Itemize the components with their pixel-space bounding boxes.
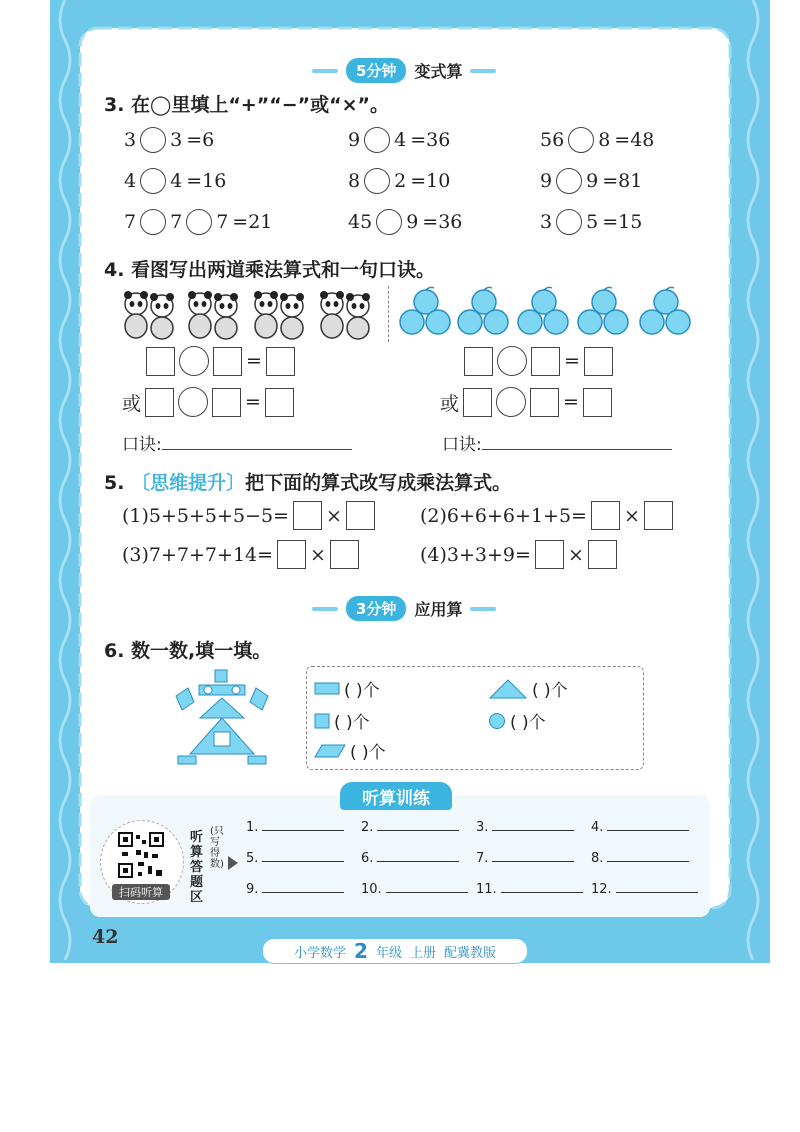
operand: 9 <box>586 170 599 192</box>
answer-slot[interactable]: 11. <box>476 882 591 897</box>
q3-eq-2-3 <box>540 168 642 194</box>
operand: 56 <box>540 129 565 151</box>
answer-slot[interactable]: 4. <box>591 820 706 835</box>
answer-box[interactable] <box>145 388 174 417</box>
answer-slot[interactable]: 9. <box>246 882 361 897</box>
result: =36 <box>422 211 463 233</box>
arrow-right-icon <box>228 856 238 870</box>
answer-box[interactable] <box>146 347 175 376</box>
result: =15 <box>602 211 643 233</box>
times-sign: × <box>310 543 326 566</box>
q4-right-eq-2 <box>440 387 612 417</box>
listening-answers <box>246 820 696 897</box>
answer-box[interactable] <box>330 540 359 569</box>
operator-circle[interactable] <box>376 209 402 235</box>
minutes-badge: 5分钟 <box>346 58 406 83</box>
question-6-title: 6. 数一数,填一填。 <box>104 640 272 662</box>
answer-slot[interactable]: 12. <box>591 882 706 897</box>
book-info-badge <box>262 938 528 964</box>
answer-slot[interactable]: 6. <box>361 851 476 866</box>
count-rectangle <box>314 676 380 701</box>
operand: 5 <box>586 211 599 233</box>
answer-slot[interactable]: 8. <box>591 851 706 866</box>
expression: (4)3+3+9= <box>420 543 531 566</box>
term: 上册 <box>409 945 436 961</box>
result: =6 <box>186 129 215 151</box>
expression: (1)5+5+5+5−5= <box>122 504 289 527</box>
q3-eq-1-3 <box>540 127 654 153</box>
answer-box[interactable] <box>277 540 306 569</box>
operand: 8 <box>348 170 361 192</box>
answer-box[interactable] <box>591 501 620 530</box>
result: =36 <box>410 129 451 151</box>
operand: 2 <box>394 170 407 192</box>
answer-slot[interactable]: 10. <box>361 882 476 897</box>
answer-box[interactable] <box>588 540 617 569</box>
operand: 8 <box>598 129 611 151</box>
answer-slot[interactable]: 3. <box>476 820 591 835</box>
q5-item-3 <box>122 540 359 569</box>
times-sign: × <box>325 504 342 527</box>
q3-eq-3-2 <box>348 209 462 235</box>
koujue-line[interactable] <box>162 449 352 450</box>
question-5-title: 5. 〔思维提升〕把下面的算式改写成乘法算式。 <box>104 472 512 494</box>
operator-circle[interactable] <box>556 209 582 235</box>
listening-title: 听算训练 <box>340 782 452 810</box>
result: =10 <box>410 170 451 192</box>
operand: 4 <box>170 170 183 192</box>
q5-item-2 <box>420 501 673 530</box>
q3-eq-1-2 <box>348 127 450 153</box>
q3-eq-1-1 <box>124 127 214 153</box>
q5-item-1 <box>122 501 375 530</box>
result: =48 <box>614 129 655 151</box>
panda-illustration <box>122 284 384 340</box>
operand: 9 <box>540 170 553 192</box>
or-label: 或 <box>440 392 460 415</box>
qr-code-icon[interactable] <box>118 832 164 878</box>
answer-slot[interactable]: 5. <box>246 851 361 866</box>
count-parallelogram <box>314 738 386 763</box>
answer-slot[interactable]: 1. <box>246 820 361 835</box>
operand: 3 <box>540 211 553 233</box>
equals-sign: = <box>246 350 262 372</box>
result: =21 <box>232 211 273 233</box>
answer-box[interactable] <box>530 388 559 417</box>
operator-circle[interactable] <box>186 209 212 235</box>
square-icon <box>314 713 330 729</box>
koujue-label: 口诀: <box>122 435 162 455</box>
operator-circle[interactable] <box>568 127 594 153</box>
operand: 4 <box>124 170 137 192</box>
operator-circle[interactable] <box>140 168 166 194</box>
count-square <box>314 708 370 733</box>
answer-box[interactable] <box>346 501 375 530</box>
header-line-right <box>470 607 496 611</box>
operand: 7 <box>216 211 229 233</box>
q5-item-4 <box>420 540 617 569</box>
grade-label: 年级 <box>375 945 402 961</box>
answer-box[interactable] <box>212 388 241 417</box>
operator-circle[interactable] <box>364 127 390 153</box>
q3-eq-2-1 <box>124 168 226 194</box>
operand: 9 <box>348 129 361 151</box>
q4-left-koujue <box>122 430 352 455</box>
operand: 9 <box>406 211 419 233</box>
times-sign: × <box>567 543 584 566</box>
operator-circle[interactable] <box>178 387 208 417</box>
result: =16 <box>186 170 227 192</box>
thinking-tag: 〔思维提升〕 <box>131 472 246 494</box>
count-blank[interactable]: ( )个 <box>344 681 380 701</box>
question-3-title: 3. 在◯里填上“+”“−”或“×”。 <box>104 94 390 116</box>
q3-eq-2-2 <box>348 168 450 194</box>
operator-circle[interactable] <box>140 209 166 235</box>
rectangle-icon <box>314 682 340 696</box>
q4-right-koujue <box>442 430 672 455</box>
or-label: 或 <box>122 392 142 415</box>
page-number: 42 <box>92 926 119 948</box>
answer-slot[interactable]: 2. <box>361 820 476 835</box>
operand: 4 <box>394 129 407 151</box>
expression: (2)6+6+6+1+5= <box>420 504 587 527</box>
koujue-line[interactable] <box>482 449 672 450</box>
answer-note: (只写得数) <box>210 826 224 870</box>
answer-box[interactable] <box>265 388 294 417</box>
section-header-mental <box>312 58 496 83</box>
expression: (3)7+7+7+14= <box>122 543 274 566</box>
answer-box[interactable] <box>464 347 493 376</box>
panda-pair <box>124 291 174 339</box>
operand: 3 <box>124 129 137 151</box>
answer-box[interactable] <box>584 347 613 376</box>
count-triangle <box>488 676 568 701</box>
header-line-left <box>312 69 338 73</box>
times-sign: × <box>623 504 640 527</box>
circle-icon <box>488 712 506 730</box>
operator-circle[interactable] <box>364 168 390 194</box>
section-header-applied <box>312 596 496 621</box>
q4-right-eq-1 <box>464 346 613 376</box>
equals-sign: = <box>563 391 579 413</box>
operator-circle[interactable] <box>556 168 582 194</box>
fruit-illustration <box>398 286 698 338</box>
qr-label: 扫码听算 <box>112 884 170 900</box>
answer-box[interactable] <box>531 347 560 376</box>
operator-circle[interactable] <box>140 127 166 153</box>
operand: 7 <box>124 211 137 233</box>
divider <box>388 286 389 342</box>
answer-box[interactable] <box>213 347 242 376</box>
section-title: 应用算 <box>414 600 463 619</box>
answer-slot[interactable]: 7. <box>476 851 591 866</box>
answer-area-label: 听算答题区 <box>190 830 204 905</box>
result: =81 <box>602 170 643 192</box>
edition: 配冀教版 <box>443 945 496 961</box>
operator-circle[interactable] <box>497 346 527 376</box>
question-4-title: 4. 看图写出两道乘法算式和一句口诀。 <box>104 259 436 281</box>
answer-box[interactable] <box>583 388 612 417</box>
section-title: 变式算 <box>414 62 463 81</box>
answer-box[interactable] <box>266 347 295 376</box>
equals-sign: = <box>564 350 580 372</box>
grade-number: 2 <box>354 939 368 963</box>
equals-sign: = <box>245 391 261 413</box>
answer-box[interactable] <box>293 501 322 530</box>
header-line-right <box>470 69 496 73</box>
operand: 45 <box>348 211 373 233</box>
operator-circle[interactable] <box>179 346 209 376</box>
operand: 3 <box>170 129 183 151</box>
count-blank[interactable]: ( )个 <box>532 681 568 701</box>
answer-box[interactable] <box>463 388 492 417</box>
count-circle <box>488 708 546 733</box>
operator-circle[interactable] <box>496 387 526 417</box>
subject: 小学数学 <box>294 945 347 961</box>
header-line-left <box>312 607 338 611</box>
count-blank[interactable]: ( )个 <box>334 713 370 733</box>
q4-left-eq-2 <box>122 387 294 417</box>
count-blank[interactable]: ( )个 <box>350 743 386 763</box>
count-blank[interactable]: ( )个 <box>510 713 546 733</box>
koujue-label: 口诀: <box>442 435 482 455</box>
question-5-text: 把下面的算式改写成乘法算式。 <box>245 472 512 494</box>
q3-eq-3-1 <box>124 209 272 235</box>
answer-box[interactable] <box>535 540 564 569</box>
triangle-icon <box>488 679 528 699</box>
operand: 7 <box>170 211 183 233</box>
answer-box[interactable] <box>644 501 673 530</box>
parallelogram-icon <box>314 744 346 758</box>
q4-left-eq-1 <box>146 346 295 376</box>
robot-shape-figure <box>170 668 280 768</box>
minutes-badge: 3分钟 <box>346 596 406 621</box>
q3-eq-3-3 <box>540 209 642 235</box>
